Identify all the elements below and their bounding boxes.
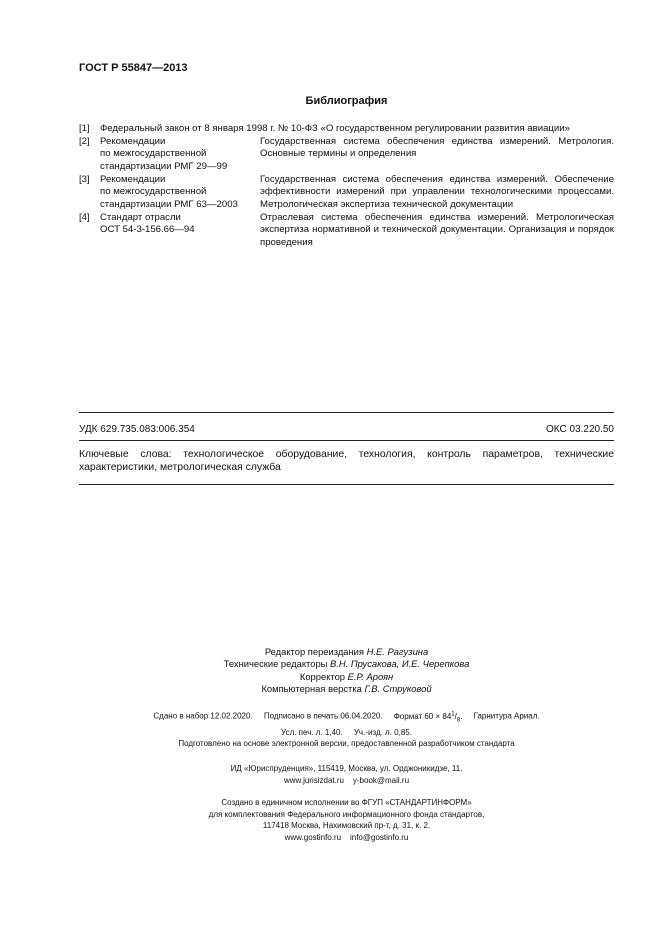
credits <box>79 646 614 696</box>
item-source: Рекомендации по межгосударственной стандартизации РМГ 29—99 <box>100 135 228 172</box>
editor-line: Редактор переиздания Н.Е. Рагузина <box>264 646 429 657</box>
udk-code: УДК 629.735.083:006.354 <box>79 424 195 435</box>
item-description: Отраслевая система обеспечения единства измерений. Метрологическая экспертиза нормативной и технической документации. Организация и порядок проведения <box>260 211 614 248</box>
print-info <box>79 709 614 738</box>
bibliography-item <box>79 212 614 250</box>
item-number: [1] <box>79 123 90 134</box>
oks-code: ОКС 03.220.50 <box>546 424 614 435</box>
bibliography-list <box>79 123 614 249</box>
divider-middle <box>79 440 614 441</box>
publisher-links: www.jurisizdat.ru y-book@mail.ru <box>283 775 410 785</box>
publisher: ИД «Юриспруденция», 115419, Москва, ул. Орджоникидзе, 11. www.jurisizdat.ru y-book@mail.ru <box>79 763 614 786</box>
bibliography-item <box>79 123 614 136</box>
corrector-line: Корректор Е.Р. Ароян <box>299 670 394 682</box>
item-source: Стандарт отрасли ОСТ 54-3-156.66—94 <box>100 211 195 236</box>
prepared-note: Подготовлено на основе электронной версии, предоставленной разработчиком стандарта <box>178 739 515 748</box>
layout-line: Компьютерная верстка Г.В. Струковой <box>261 683 432 695</box>
tech-editors-line: Технические редакторы В.Н. Прусакова, И.Е. Черепкова <box>223 658 470 670</box>
document-code: ГОСТ Р 55847—2013 <box>79 62 188 74</box>
item-text: Федеральный закон от 8 января 1998 г. № 10-ФЗ «О государственном регулировании развития авиации» <box>100 123 570 134</box>
item-description: Государственная система обеспечения единства измерений. Обеспечение эффективности измерений при управлении технологическими процессами. Метрологическая экспертиза технической документации <box>260 173 614 210</box>
print-info-line1: Сдано в набор 12.02.2020. Подписано в печать 06.04.2020. Формат $60 \times 84^1/_8$. Гарнитура Ариал. <box>153 711 540 724</box>
item-source: Рекомендации по межгосударственной стандартизации РМГ 63—2003 <box>100 173 238 210</box>
item-description: Государственная система обеспечения единства измерений. Метрология. Основные термины и определения <box>260 135 614 160</box>
item-number: [4] <box>79 211 90 223</box>
keywords: Ключевые слова: технологическое оборудование, технология, контроль параметров, технические характеристики, метрологическая служба <box>79 449 614 474</box>
bibliography-item <box>79 174 614 212</box>
item-number: [3] <box>79 173 90 185</box>
producer: Создано в единичном исполнении во ФГУП «СТАНДАРТИНФОРМ» для комплектования Федерального информационного фонда стандартов, 117418 Москва, Нахимовский пр-т, д. 31, к. 2. www.gostinfo.ru info@gostinfo.ru <box>79 797 614 843</box>
producer-links: www.gostinfo.ru info@gostinfo.ru <box>284 832 409 842</box>
format: Формат $60 \times 84^1/_8$. <box>393 711 463 724</box>
divider-top <box>79 412 614 413</box>
divider-bottom <box>79 484 614 485</box>
item-number: [2] <box>79 135 90 147</box>
bibliography-title: Библиография <box>305 95 388 107</box>
bibliography-item <box>79 136 614 174</box>
print-info-line2: Усл. печ. л. 1,40. Уч.-изд. л. 0,85. <box>281 727 412 737</box>
